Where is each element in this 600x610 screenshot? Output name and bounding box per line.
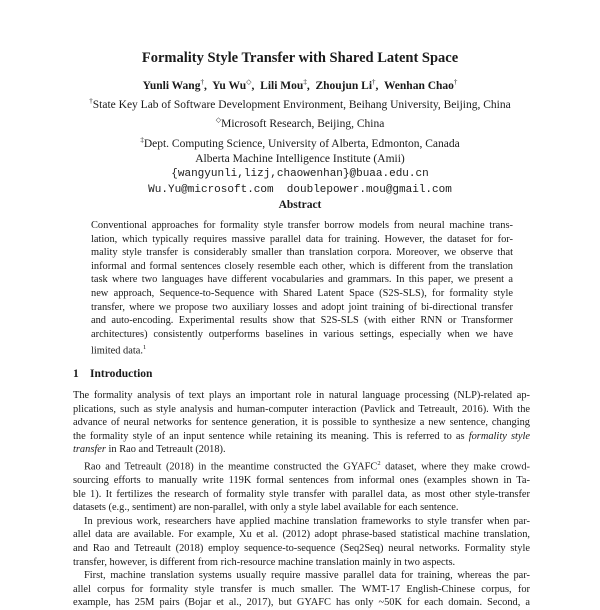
section-heading: [73, 368, 152, 380]
abstract-line: architectures) consistently outperforms baselines in various settings, especially when we have: [91, 328, 513, 340]
body-line: allel corpus for formality style transfer is much smaller. The WMT-17 English-Chinese corpus, for: [73, 583, 530, 595]
body-line: [73, 443, 530, 457]
body-line: sourcing efforts to manually write 119K formal sentences from informal ones (examples shown in Ta-: [73, 475, 530, 487]
abstract-last-text: limited data.: [91, 345, 143, 357]
body-line: ble 1). It fertilizes the research of formality style transfer with parallel data, as most other style-transfer: [73, 488, 530, 500]
abstract-line: task where two languages have different vocabularies and grammars. In this paper, we present a: [91, 274, 513, 286]
body-line: transfer, however, is different from rich-resource machine translation mainly in two aspects.: [73, 556, 456, 568]
footnote-mark[interactable]: 1: [142, 344, 147, 352]
body-line: example, has 25M pairs (Bojar et al., 2017), but GYAFC has only ~50K for each domain. Second, a: [73, 597, 530, 609]
body-text: in Rao and Tetreault (2018).: [105, 444, 226, 456]
footnote-mark[interactable]: 2: [377, 459, 381, 467]
author-mark: †: [200, 78, 204, 86]
email-line: [0, 183, 600, 199]
author-name: Zhoujun Li: [315, 79, 373, 92]
affiliation-mark: ‡: [140, 135, 144, 144]
paragraph: [73, 389, 530, 457]
email-address[interactable]: Wu.Yu@microsoft.com: [148, 183, 274, 196]
affiliations: [0, 94, 600, 198]
body-line: and Rao and Tetreault (2018) employ sequence-to-sequence (Seq2Seq) neural networks. Formality style: [73, 543, 530, 554]
abstract-line: [91, 341, 513, 358]
body-line: [73, 457, 530, 474]
affiliation: [0, 133, 600, 152]
abstract-line: mality style transfer is considerably smaller than translation corpora. Moreover, we observe that: [91, 247, 513, 259]
author-name: Yunli Wang: [142, 79, 201, 92]
body-line: datasets (e.g., sentiment) are non-parallel, with only a style label available for each sentence.: [73, 502, 459, 514]
author-name: Lili Mou: [260, 79, 304, 92]
abstract-line: lation, which typically requires massive parallel data for training. However, the dataset for for-: [91, 233, 513, 245]
paragraph: [73, 515, 530, 569]
affiliation: [0, 152, 600, 168]
abstract-line: Conventional approaches for formality style transfer borrow models from neural machine trans-: [91, 220, 513, 231]
paragraph: [73, 569, 530, 610]
email-address[interactable]: doublepower.mou@gmail.com: [286, 183, 452, 196]
email-line[interactable]: {wangyunli,lizj,chaowenhan}@buaa.edu.cn: [171, 168, 429, 181]
affiliation: [0, 94, 600, 113]
affiliation-text: Dept. Computing Science, University of Alberta, Edmonton, Canada: [143, 137, 460, 150]
author-mark: †: [372, 78, 376, 86]
section-title: Introduction: [90, 368, 153, 380]
section-number: 1: [73, 368, 79, 380]
abstract-line: new approach, Sequence-to-Sequence with Shared Latent Space (S2S-SLS), for formality style: [91, 287, 513, 299]
author-name: Wenhan Chao: [383, 79, 454, 92]
abstract-line: informal and formal sentences closely resemble each other, which is different from the translation: [91, 260, 513, 272]
affiliation-mark: ◇: [215, 116, 222, 125]
author-mark: ‡: [303, 78, 307, 86]
abstract-body: [91, 219, 513, 358]
body-line: advance of neural networks for sentence generation, it is possible to synthesize a new sentence, changing: [73, 417, 530, 429]
author-mark: †: [453, 78, 458, 86]
author-name: Yu Wu: [212, 79, 247, 92]
introduction-body: [73, 389, 530, 610]
affiliation: [0, 113, 600, 132]
emphasis-text: transfer: [73, 444, 106, 456]
abstract-line: transfer, where we propose two auxiliary losses and adopt joint training of bi-directional transfer: [91, 301, 513, 313]
body-line: [73, 430, 530, 444]
author-list: Yunli Wang†, Yu Wu◇, Lili Mou‡, Zhoujun Li†, Wenhan Chao†: [142, 78, 458, 92]
body-text: Rao and Tetreault (2018) in the meantime constructed the GYAFC: [84, 461, 378, 473]
affiliation-mark: †: [89, 97, 93, 105]
body-line: The formality analysis of text plays an important role in natural language processing (NLP)-related ap-: [73, 390, 530, 401]
emphasis-text: formality style: [468, 430, 530, 442]
abstract-line: and auto-encoding. Experimental results show that S2S-SLS (with either RNN or Transformer: [91, 315, 513, 327]
body-text: the formality style of an input sentence while retaining its meaning. This is referred to as: [73, 430, 469, 442]
body-line: First, machine translation systems usually require massive parallel data for training, whereas the par-: [84, 570, 530, 582]
paragraph: [73, 457, 530, 515]
affiliation-text: Microsoft Research, Beijing, China: [221, 118, 385, 131]
paper-title: Formality Style Transfer with Shared Latent Space: [141, 50, 459, 66]
affiliation-text: State Key Lab of Software Development Environment, Beihang University, Beijing, China: [92, 98, 511, 111]
body-line: plications, such as style analysis and human-computer interaction (Pavlick and Tetreault, 2016). With the: [73, 403, 530, 415]
body-line: In previous work, researchers have applied machine translation frameworks to style transfer when par-: [84, 515, 530, 527]
affiliation-text: Alberta Machine Intelligence Institute (Amii): [195, 152, 405, 165]
abstract-heading: Abstract: [278, 199, 322, 211]
body-text: dataset, where they make crowd-: [380, 461, 530, 473]
body-line: allel data are available. For example, Xu et al. (2012) adopt phrase-based statistical machine translation,: [73, 529, 530, 541]
author-mark: ◇: [246, 78, 252, 86]
